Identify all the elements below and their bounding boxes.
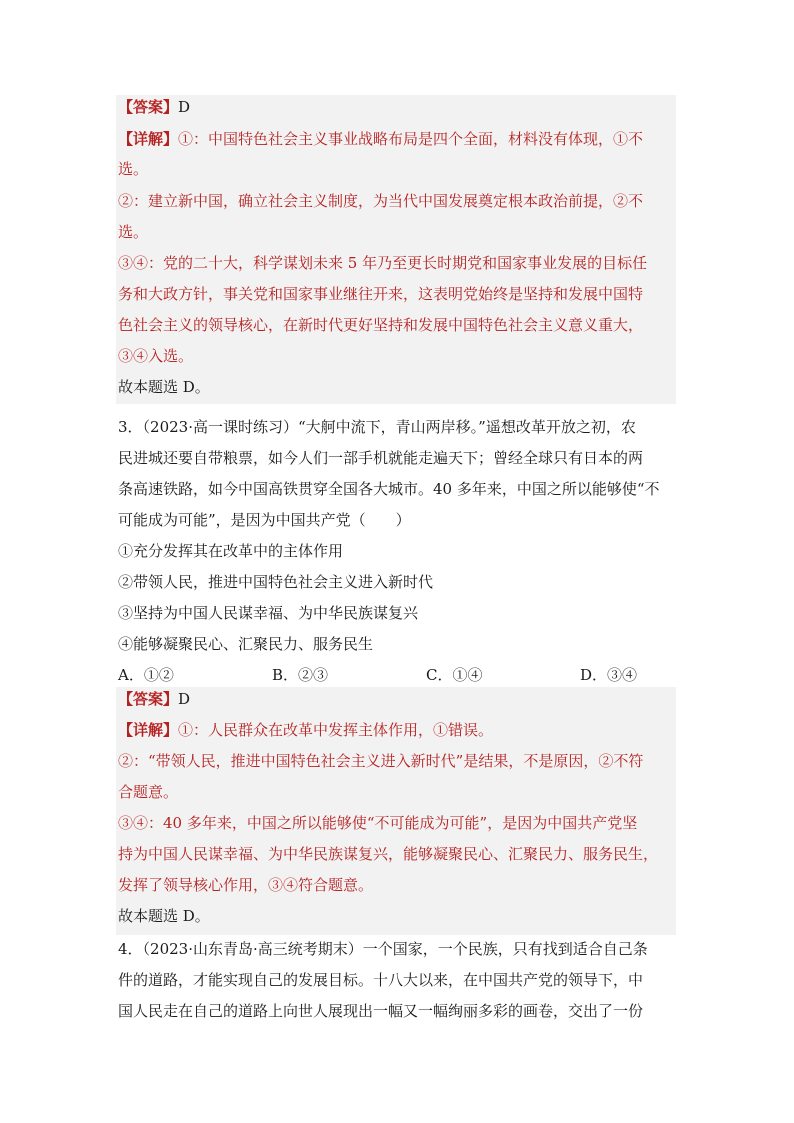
detail-text: 务和大政方针，事关党和国家事业继往开来，这表明党始终是坚持和发展中国特 [118,285,644,303]
answer-line [118,97,678,117]
detail-text: 发挥了领导核心作用，③④符合题意。 [118,876,374,894]
statement-item: ②带领人民，推进中国特色社会主义进入新时代 [118,573,434,591]
detail-line [118,844,678,864]
question-text: 国人民走在自己的道路上向世人展现出一幅又一幅绚丽多彩的画卷，交出了一份 [118,1002,644,1020]
statement-item: ①充分发挥其在改革中的主体作用 [118,542,344,560]
detail-line [118,222,678,242]
detail-text: 选。 [118,160,149,178]
conclusion-text: 故本题选 D。 [118,907,210,925]
statement-item: ④能够凝聚民心、汇聚民力、服务民生 [118,635,374,653]
detail-label: 【详解】 [118,130,179,148]
answer-line [118,689,678,709]
option-d: D．③④ [580,666,638,684]
detail-line [118,191,678,211]
detail-text: 持为中国人民谋幸福、为中华民族谋复兴，能够凝聚民心、汇聚民力、服务民生， [118,845,659,863]
detail-line [118,253,678,273]
answer-label: 【答案】 [118,98,179,116]
question-text: 可能成为可能”，是因为中国共产党（ ） [118,511,411,529]
detail-line [118,813,678,833]
question-text: 4．（2023·山东青岛·高三统考期末）一个国家，一个民族，只有找到适合自己条 [118,940,648,958]
detail-label: 【详解】 [118,721,179,739]
detail-text: ③④入选。 [118,347,194,365]
detail-text: 选。 [118,223,149,241]
detail-text: 色社会主义的领导核心，在新时代更好坚持和发展中国特色社会主义意义重大， [118,316,644,334]
detail-line [118,159,678,179]
option-c: C．①④ [426,666,483,684]
answer-label: 【答案】 [118,690,179,708]
answer-value: D [178,690,191,708]
detail-text: ③④：40 多年来，中国之所以能够使“不可能成为可能”，是因为中国共产党坚 [118,814,638,832]
conclusion-line [118,377,678,397]
question-text: 民进城还要自带粮票，如今人们一部手机就能走遍天下；曾经全球只有日本的两 [118,449,644,467]
option-b: B．②③ [272,666,329,684]
detail-line [118,315,678,335]
detail-text: 合题意。 [118,783,179,801]
question-text: 条高速铁路，如今中国高铁贯穿全国各大城市。40 多年来，中国之所以能够使“不 [118,480,660,498]
question-text: 3．（2023·高一课时练习）“大舸中流下，青山两岸移。”遥想改革开放之初，农 [118,418,636,436]
detail-line [118,875,678,895]
question-text: 件的道路，才能实现自己的发展目标。十八大以来，在中国共产党的领导下，中 [118,971,644,989]
detail-text: ③④：党的二十大，科学谋划未来 5 年乃至更长时期党和国家事业发展的目标任 [118,254,648,272]
detail-line [118,284,678,304]
detail-text: ①：人民群众在改革中发挥主体作用，①错误。 [178,721,494,739]
detail-line [118,346,678,366]
conclusion-text: 故本题选 D。 [118,378,210,396]
statement-item: ③坚持为中国人民谋幸福、为中华民族谋复兴 [118,604,419,622]
option-a: A．①② [118,666,174,684]
detail-line [118,720,678,740]
answer-value: D [178,98,191,116]
detail-line [118,129,678,149]
detail-text: ①：中国特色社会主义事业战略布局是四个全面，材料没有体现，①不 [178,130,644,148]
detail-line [118,751,678,771]
conclusion-line [118,906,678,926]
detail-line [118,782,678,802]
detail-text: ②：“带领人民，推进中国特色社会主义进入新时代”是结果，不是原因，②不符 [118,752,644,770]
detail-text: ②：建立新中国，确立社会主义制度，为当代中国发展奠定根本政治前提，②不 [118,192,644,210]
